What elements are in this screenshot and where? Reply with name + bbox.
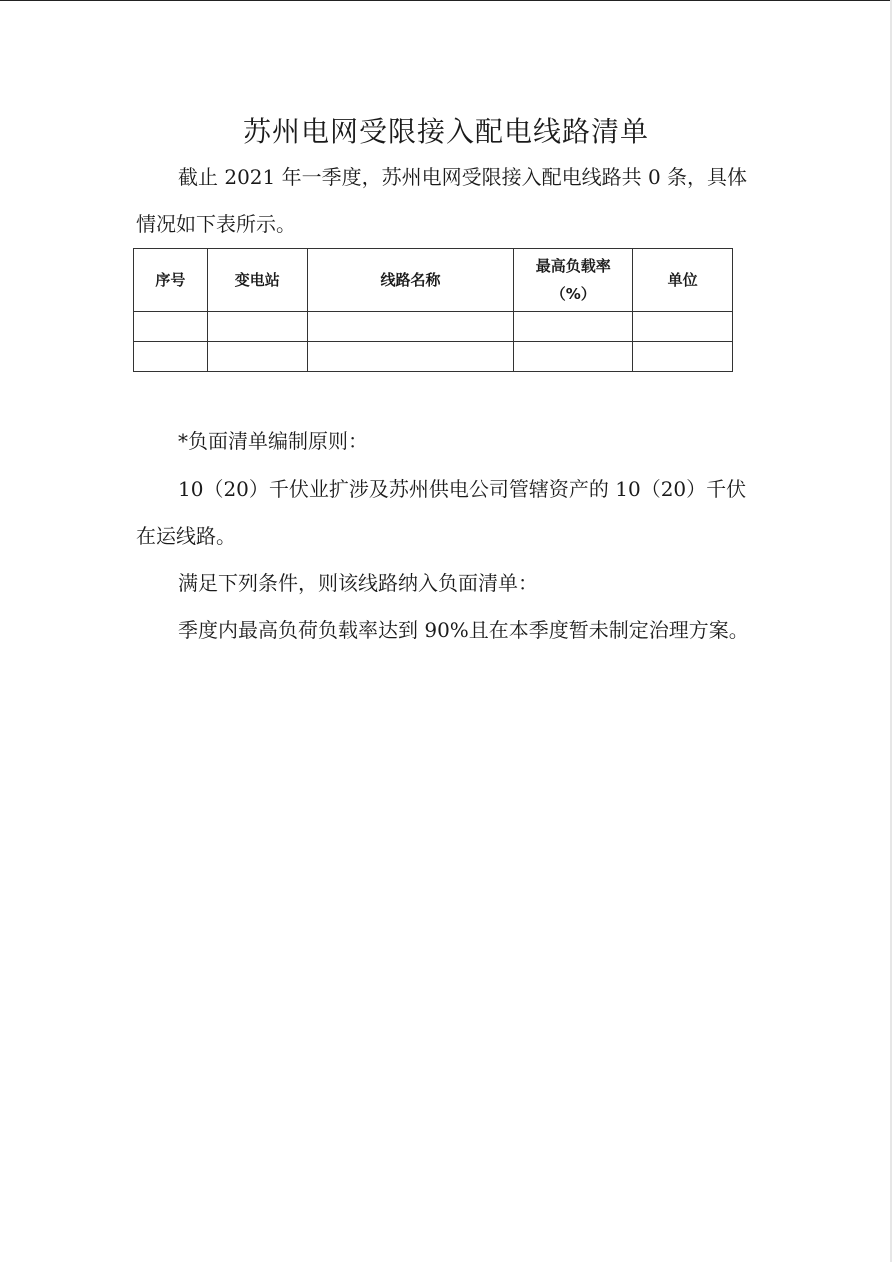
table-header-row xyxy=(134,249,733,312)
scope-paragraph: 10（20）千伏业扩涉及苏州供电公司管辖资产的 10（20）千伏在运线路。 xyxy=(136,477,747,548)
restricted-lines-table xyxy=(133,248,733,372)
table-row xyxy=(134,312,733,342)
table-cell xyxy=(134,312,208,342)
table-cell xyxy=(514,342,633,372)
table-cell xyxy=(207,312,307,342)
table-cell xyxy=(134,342,208,372)
table-cell xyxy=(207,342,307,372)
header-max-load-rate-label: 最高负载率 xyxy=(535,257,611,275)
table-row xyxy=(134,342,733,372)
table-cell xyxy=(307,342,514,372)
table-cell xyxy=(633,312,733,342)
header-substation: 变电站 xyxy=(207,249,307,312)
principles-heading: *负面清单编制原则： xyxy=(178,429,368,453)
document-title: 苏州电网受限接入配电线路清单 xyxy=(242,115,649,148)
header-index: 序号 xyxy=(134,249,208,312)
intro-paragraph: 截止 2021 年一季度，苏州电网受限接入配电线路共 0 条，具体情况如下表所示。 xyxy=(136,165,748,236)
table-cell xyxy=(514,312,633,342)
table-cell xyxy=(307,312,514,342)
header-max-load-rate xyxy=(514,249,633,312)
page-top-border xyxy=(0,0,892,1)
condition-paragraph: 季度内最高负荷负载率达到 90%且在本季度暂未制定治理方案。 xyxy=(178,618,749,642)
header-unit: 单位 xyxy=(633,249,733,312)
condition-heading: 满足下列条件，则该线路纳入负面清单： xyxy=(178,571,538,595)
header-max-load-rate-unit: （%） xyxy=(550,285,596,303)
header-line-name: 线路名称 xyxy=(307,249,514,312)
table-cell xyxy=(633,342,733,372)
